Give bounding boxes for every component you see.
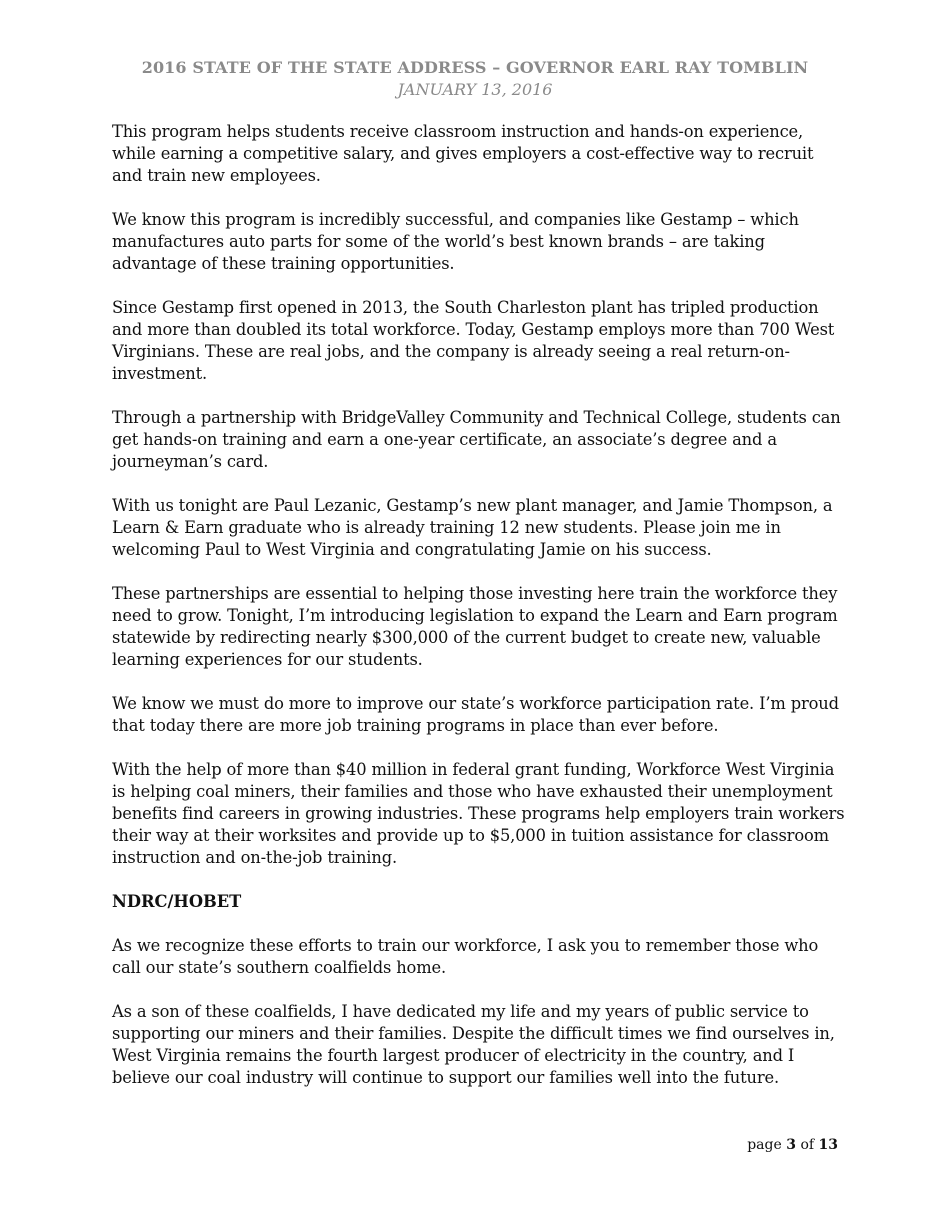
header-date: JANUARY 13, 2016: [397, 80, 553, 99]
page-number: [747, 1135, 838, 1155]
paragraph: Since Gestamp first opened in 2013, the South Charleston plant has tripled production and more than doubled its total workforce. Today, Gestamp employs more than 700 West Virginians. These are real jobs, and the company is already seeing a real return-on-investment.: [112, 298, 835, 383]
paragraph: As a son of these coalfields, I have dedicated my life and my years of public service to supporting our miners and their families. Despite the difficult times we find ourselves in, West Virginia remains the fourth largest producer of electricity in the country, and I believe our coal industry will continue to support our families well into the future.: [112, 1002, 835, 1087]
section-heading: NDRC/HOBET: [112, 892, 242, 911]
document-body: [112, 121, 847, 1111]
paragraph: With us tonight are Paul Lezanic, Gestamp’s new plant manager, and Jamie Thompson, a Learn & Earn graduate who is already training 12 new students. Please join me in welcoming Paul to West Virginia and congratulating Jamie on his success.: [112, 496, 833, 559]
header-title: 2016 STATE OF THE STATE ADDRESS – GOVERNOR EARL RAY TOMBLIN: [141, 58, 809, 77]
paragraph: With the help of more than $40 million in federal grant funding, Workforce West Virginia is helping coal miners, their families and those who have exhausted their unemployment benefits find careers in growing industries. These programs help employers train workers their way at their worksites and provide up to $5,000 in tuition assistance for classroom instruction and on-the-job training.: [112, 760, 845, 867]
paragraph: This program helps students receive classroom instruction and hands-on experience, while earning a competitive salary, and gives employers a cost-effective way to recruit and train new employees.: [112, 122, 814, 185]
page-word: page: [747, 1137, 782, 1153]
paragraph: These partnerships are essential to helping those investing here train the workforce they need to grow. Tonight, I’m introducing legislation to expand the Learn and Earn program statewide by redirecting nearly $300,000 of the current budget to create new, valuable learning experiences for our students.: [112, 584, 838, 669]
page-header: [0, 57, 950, 101]
paragraph: We know we must do more to improve our state’s workforce participation rate. I’m proud that today there are more job training programs in place than ever before.: [112, 694, 839, 735]
paragraph: We know this program is incredibly successful, and companies like Gestamp – which manufactures auto parts for some of the world’s best known brands – are taking advantage of these training opportunities.: [112, 210, 799, 273]
current-page-number: 3: [786, 1137, 796, 1153]
of-word: of: [800, 1137, 815, 1153]
paragraph: Through a partnership with BridgeValley Community and Technical College, students can get hands-on training and earn a one-year certificate, an associate’s degree and a journeyman’s card.: [112, 408, 841, 471]
total-page-count: 13: [818, 1137, 838, 1153]
paragraph: As we recognize these efforts to train our workforce, I ask you to remember those who call our state’s southern coalfields home.: [112, 936, 819, 977]
